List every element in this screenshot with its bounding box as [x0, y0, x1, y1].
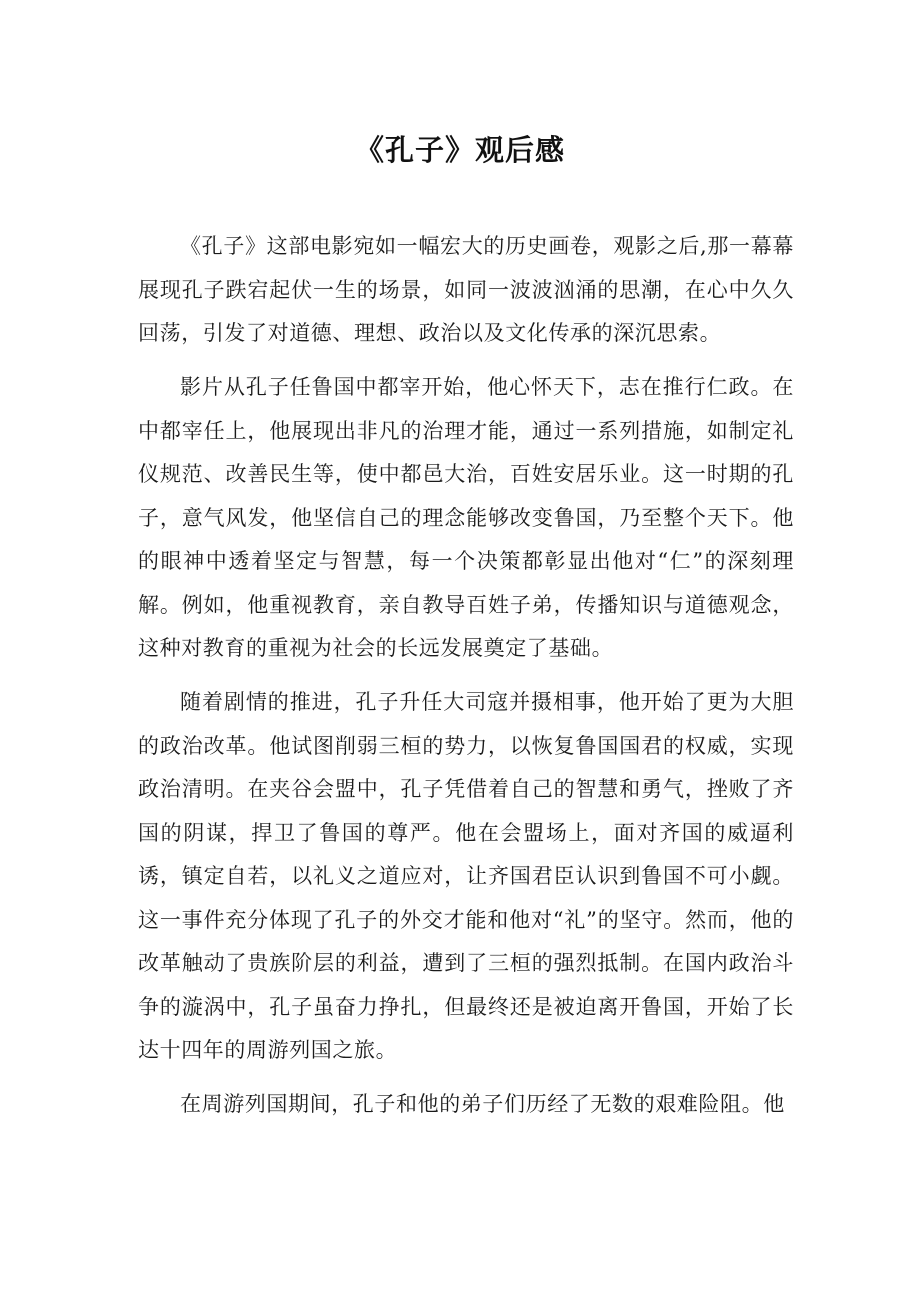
paragraph-reform: 随着剧情的推进，孔子升任大司寇并摄相事，他开始了更为大胆的政治改革。他试图削弱三桓的势力，以恢复鲁国国君的权威，实现政治清明。在夹谷会盟中，孔子凭借着自己的智慧和勇气，挫败了齐国的阴谋，捍卫了鲁国的尊严。他在会盟场上，面对齐国的威逼利诱，镇定自若，以礼义之道应对，让齐国君臣认识到鲁国不可小觑。这一事件充分体现了孔子的外交才能和他对“礼”的坚守。然而，他的改革触动了贵族阶层的利益，遭到了三桓的强烈抵制。在国内政治斗争的漩涡中，孔子虽奋力挣扎，但最终还是被迫离开鲁国，开始了长达十四年的周游列国之旅。 — [138, 690, 794, 1062]
paragraph-intro: 《孔子》这部电影宛如一幅宏大的历史画卷，观影之后,那一幕幕展现孔子跌宕起伏一生的场景，如同一波波汹涌的思潮，在心中久久回荡，引发了对道德、理想、政治以及文化传承的深沉思索。 — [138, 234, 794, 345]
document-body — [138, 225, 794, 1137]
document-title: 《孔子》观后感 — [354, 133, 565, 167]
paragraph-zhongdu: 影片从孔子任鲁国中都宰开始，他心怀天下，志在推行仁政。在中都宰任上，他展现出非凡的治理才能，通过一系列措施，如制定礼仪规范、改善民生等，使中都邑大治，百姓安居乐业。这一时期的孔子，意气风发，他坚信自己的理念能够改变鲁国，乃至整个天下。他的眼神中透着坚定与智慧，每一个决策都彰显出他对“仁”的深刻理解。例如，他重视教育，亲自教导百姓子弟，传播知识与道德观念，这种对教育的重视为社会的长远发展奠定了基础。 — [138, 375, 794, 660]
paragraph-travels: 在周游列国期间，孔子和他的弟子们历经了无数的艰难险阻。他 — [180, 1092, 785, 1116]
